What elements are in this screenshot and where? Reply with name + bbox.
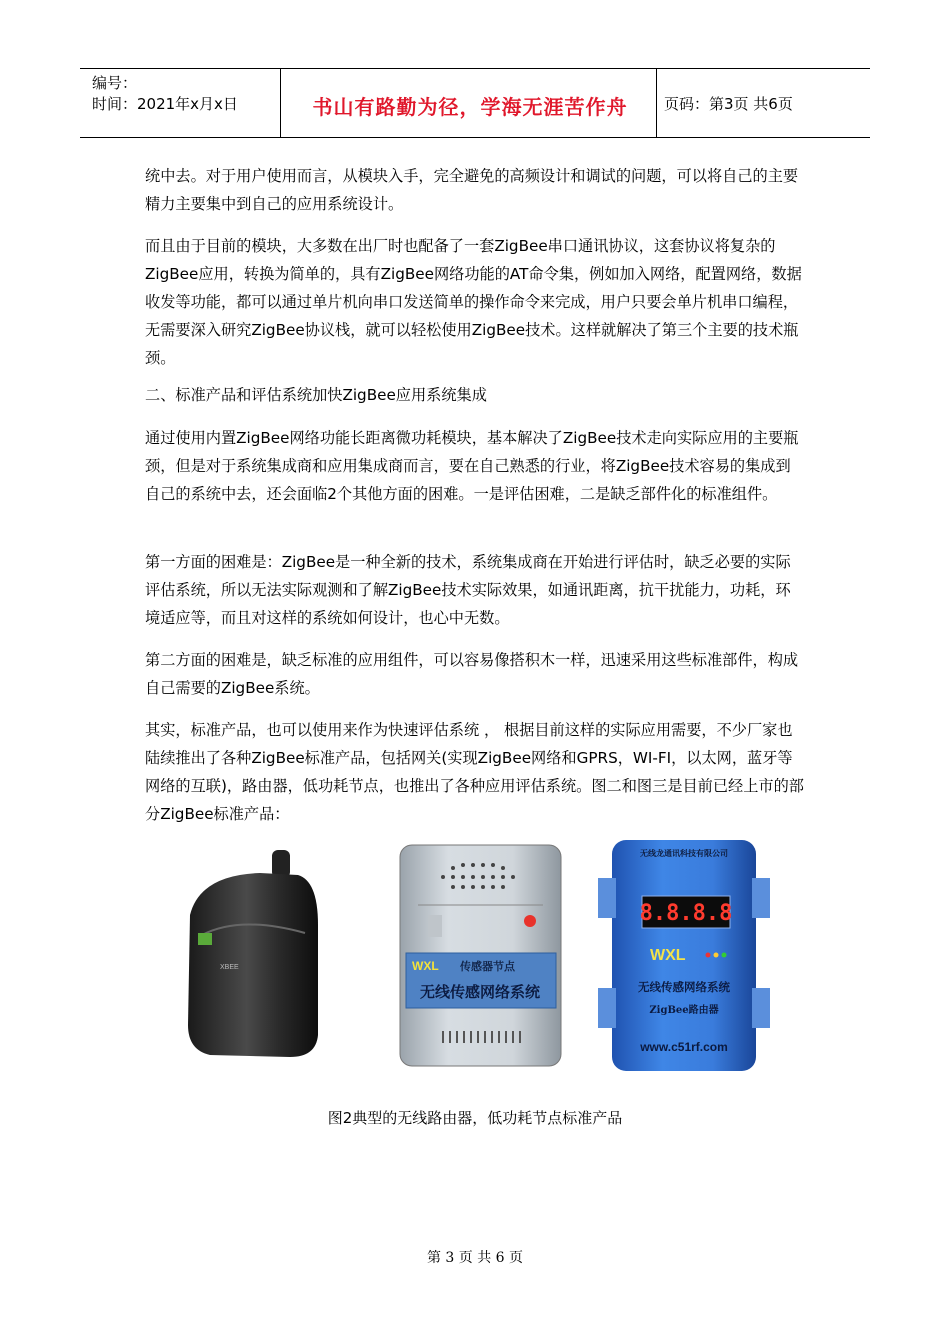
router-company: 无线龙通讯科技有限公司 [640, 849, 728, 858]
paragraph: 第二方面的困难是，缺乏标准的应用组件，可以容易像搭积木一样，迅速采用这些标准部件，构成自己需要的ZigBee系统。 [145, 651, 799, 697]
router-subtitle: ZigBee路由器 [649, 1005, 719, 1016]
paragraph: 而且由于目前的模块，大多数在出厂时也配备了一套ZigBee串口通讯协议，这套协议将复杂的ZigBee应用，转换为简单的，具有ZigBee网络功能的AT命令集，例如加入网络，配置网络，数据收发等功能，都可以通过单片机向串口发送简单的操作命令来完成，用户只要会单片机串口编程，无需要深入研究ZigBee协议栈，就可以轻松使用ZigBee技术。这样就解决了第三个主要的技术瓶颈。 [145, 237, 802, 367]
sensor-node-photo [398, 843, 563, 1068]
header-divider [656, 69, 657, 137]
paragraph: 第一方面的困难是：ZigBee是一种全新的技术，系统集成商在开始进行评估时，缺乏必要的实际评估系统，所以无法实际观测和了解ZigBee技术实际效果，如通讯距离，抗干扰能力，功耗，环境适应等，而且对这样的系统如何设计，也心中无数。 [145, 553, 791, 627]
header-left [92, 73, 238, 115]
header-motto: 书山有路勤为径，学海无涯苦作舟 [312, 95, 628, 119]
page-footer: 第 3 页 共 6 页 [426, 1250, 524, 1266]
router-brand-logo: WXL [650, 947, 686, 964]
sensor-title: 无线传感网络系统 [419, 983, 541, 1001]
router-title: 无线传感网络系统 [638, 980, 730, 994]
paragraph: 通过使用内置ZigBee网络功能长距离微功耗模块，基本解决了ZigBee技术走向实际应用的主要瓶颈，但是对于系统集成商和应用集成商而言，要在自己熟悉的行业，将ZigBee技术容易的集成到自己的系统中去，还会面临2个其他方面的困难。一是评估困难，二是缺乏部件化的标准组件。 [145, 429, 799, 503]
section-heading: 二、标准产品和评估系统加快ZigBee应用系统集成 [145, 386, 487, 404]
doc-code-label: 编号： [92, 74, 138, 92]
blue-router-photo [598, 838, 770, 1073]
paragraph: 统中去。对于用户使用而言，从模块入手，完全避免的高频设计和调试的问题，可以将自己的主要精力主要集中到自己的应用系统设计。 [145, 167, 799, 213]
router-url: www.c51rf.com [640, 1040, 728, 1054]
led-display: 8.8.8.8 [639, 901, 733, 926]
header-divider [280, 69, 281, 137]
router-label: XBEE [220, 964, 239, 971]
paragraph: 其实，标准产品，也可以使用来作为快速评估系统 ， 根据目前这样的实际应用需要，不少厂家也陆续推出了各种ZigBee标准产品，包括网关(实现ZigBee网络和GPRS，WI-FI，以太网，蓝牙等网络的互联)，路由器，低功耗节点，也推出了各种应用评估系统。图二和图三是目前已经上市的部分ZigBee标准产品： [145, 721, 804, 823]
sensor-tag: 传感器节点 [460, 960, 515, 973]
doc-date-label: 时间：2021年x月x日 [92, 95, 238, 113]
router-device-photo [180, 845, 340, 1060]
figure-caption: 图2典型的无线路由器，低功耗节点标准产品 [327, 1109, 623, 1127]
page-header [80, 68, 870, 138]
header-page-label: 页码：第3页 共6页 [664, 95, 793, 113]
sensor-brand-logo: WXL [412, 959, 439, 973]
